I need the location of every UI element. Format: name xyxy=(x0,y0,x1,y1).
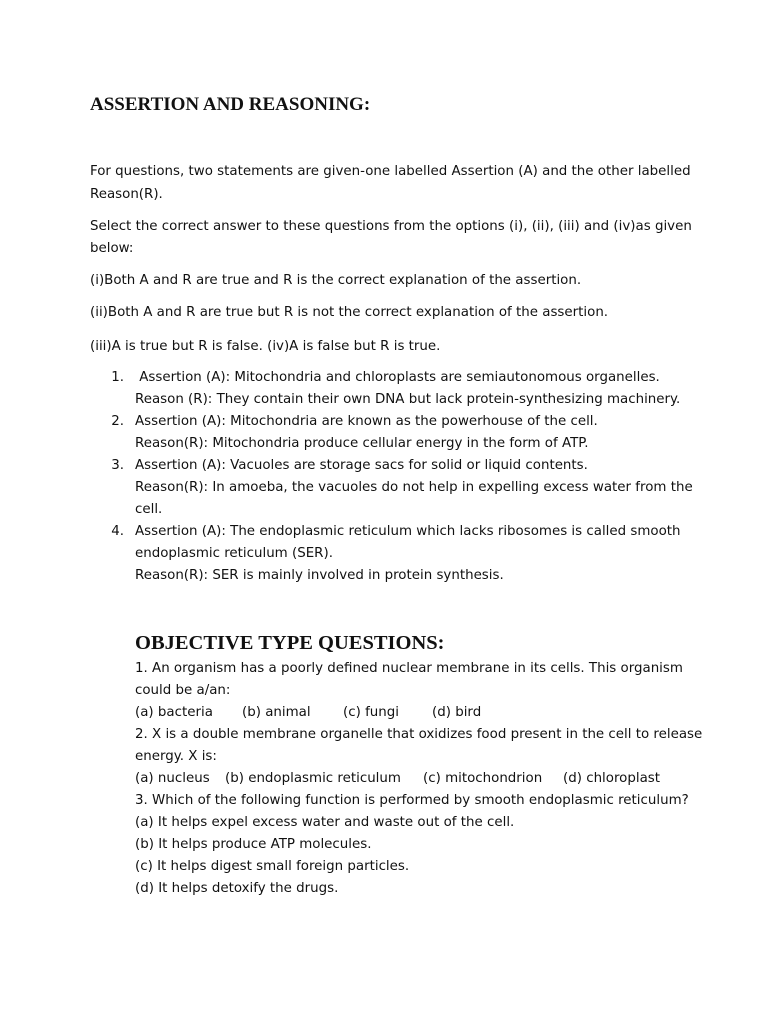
answer-option: (b) animal xyxy=(242,705,311,720)
assertion-item-number: 3. xyxy=(111,458,124,473)
answer-option: (a) nucleus xyxy=(135,771,210,786)
answer-option: (c) mitochondrion xyxy=(423,771,543,786)
assertion-item-number: 4. xyxy=(111,524,124,539)
answer-option: (c) It helps digest small foreign particles. xyxy=(135,859,410,874)
intro-line-3: Select the correct answer to these questions from the options (i), (ii), (iii) and (iv)as given xyxy=(90,219,692,234)
assertion-item-line: Assertion (A): Vacuoles are storage sacs for solid or liquid contents. xyxy=(135,458,588,473)
answer-option: (a) It helps expel excess water and waste out of the cell. xyxy=(135,815,515,830)
objective-questions-heading: OBJECTIVE TYPE QUESTIONS: xyxy=(135,632,445,654)
answer-option: (d) chloroplast xyxy=(563,771,661,786)
intro-line-4: below: xyxy=(90,241,134,256)
assertion-item-line: Reason(R): Mitochondria produce cellular energy in the form of ATP. xyxy=(135,436,589,451)
assertion-item-line: cell. xyxy=(135,502,163,517)
assertion-item-line: Assertion (A): Mitochondria and chloroplasts are semiautonomous organelles. xyxy=(135,370,660,385)
assertion-reasoning-heading: ASSERTION AND REASONING: xyxy=(90,94,371,115)
assertion-item-line: Reason(R): In amoeba, the vacuoles do not help in expelling excess water from the xyxy=(135,480,693,495)
answer-option: (b) endoplasmic reticulum xyxy=(225,771,401,786)
answer-option: (d) It helps detoxify the drugs. xyxy=(135,881,339,896)
question-1-line-2: could be a/an: xyxy=(135,683,231,698)
answer-option: (d) bird xyxy=(432,705,482,720)
assertion-item-number: 2. xyxy=(111,414,124,429)
question-3-line-1: 3. Which of the following function is performed by smooth endoplasmic reticulum? xyxy=(135,793,689,808)
question-2-line-1: 2. X is a double membrane organelle that oxidizes food present in the cell to release xyxy=(135,727,703,742)
question-1-line-1: 1. An organism has a poorly defined nuclear membrane in its cells. This organism xyxy=(135,661,683,676)
assertion-item-line: endoplasmic reticulum (SER). xyxy=(135,546,333,561)
assertion-item-line: Assertion (A): Mitochondria are known as the powerhouse of the cell. xyxy=(135,414,598,429)
answer-option: (a) bacteria xyxy=(135,705,213,720)
answer-option: (c) fungi xyxy=(343,705,399,720)
intro-line-2: Reason(R). xyxy=(90,187,163,202)
answer-option: (b) It helps produce ATP molecules. xyxy=(135,837,372,852)
assertion-item-line: Reason (R): They contain their own DNA but lack protein-synthesizing machinery. xyxy=(135,392,681,407)
question-2-line-2: energy. X is: xyxy=(135,749,217,764)
assertion-item-line: Reason(R): SER is mainly involved in protein synthesis. xyxy=(135,568,504,583)
assertion-item-line: Assertion (A): The endoplasmic reticulum which lacks ribosomes is called smooth xyxy=(135,524,681,539)
option-iii-iv-text: (iii)A is true but R is false. (iv)A is false but R is true. xyxy=(90,339,441,354)
intro-line-1: For questions, two statements are given-one labelled Assertion (A) and the other labelled xyxy=(90,164,691,179)
assertion-item-number: 1. xyxy=(111,370,124,385)
option-ii-text: (ii)Both A and R are true but R is not the correct explanation of the assertion. xyxy=(90,305,609,320)
option-i-text: (i)Both A and R are true and R is the correct explanation of the assertion. xyxy=(90,273,582,288)
